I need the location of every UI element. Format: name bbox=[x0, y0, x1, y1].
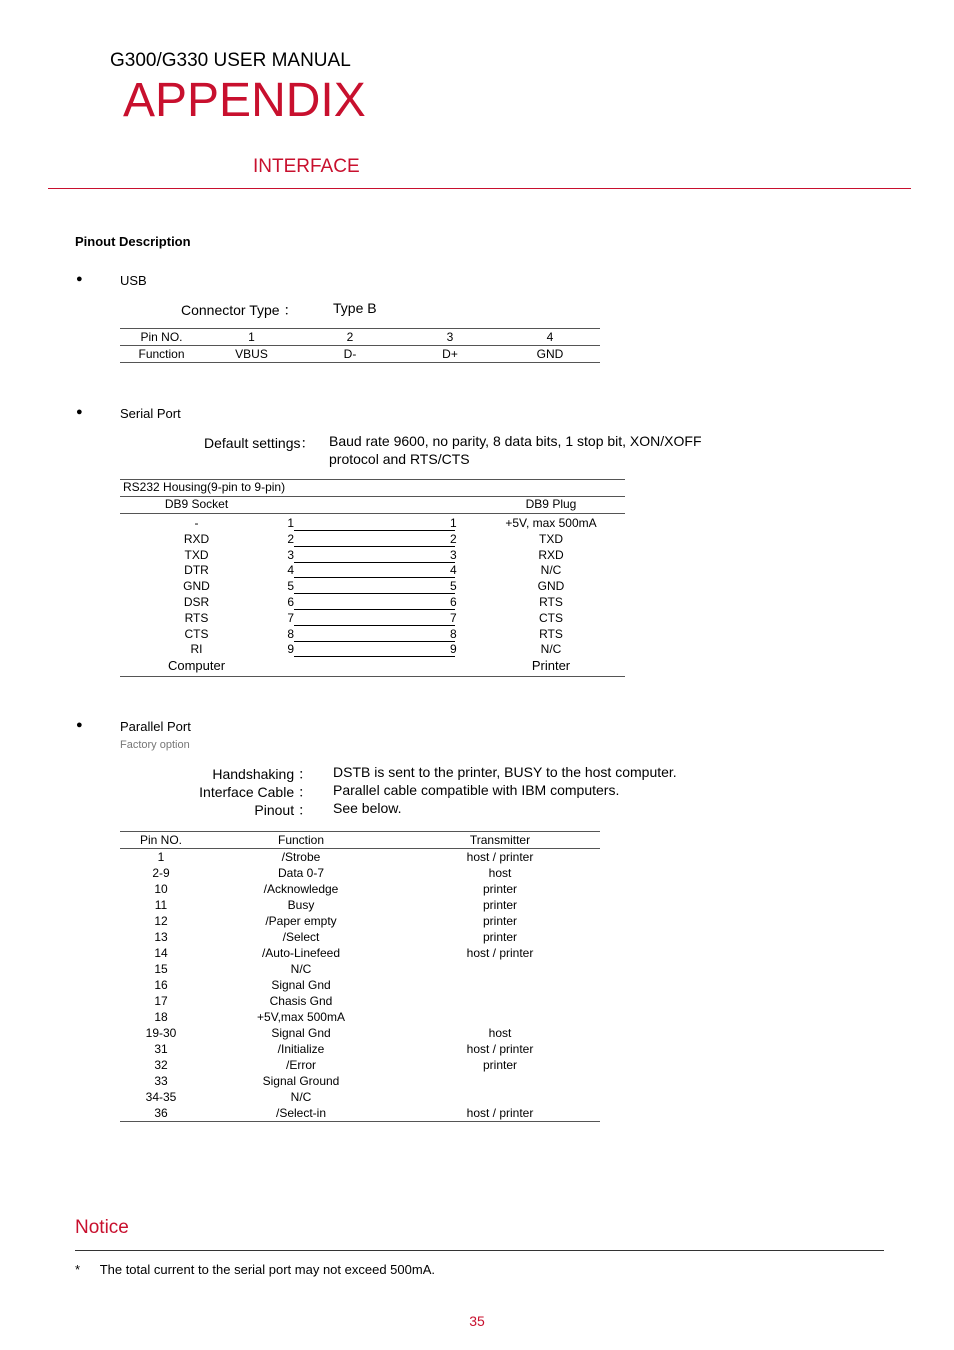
table-cell: 11 bbox=[154, 897, 168, 912]
table-cell: D+ bbox=[442, 346, 458, 361]
bullet-dot-icon: ● bbox=[76, 719, 83, 731]
table-cell: 33 bbox=[154, 1073, 168, 1088]
serial-plug-signal: N/C bbox=[540, 563, 562, 578]
serial-table-header bbox=[120, 496, 625, 514]
serial-socket-pin: 8 bbox=[287, 626, 294, 641]
table-row bbox=[120, 881, 600, 897]
header-divider bbox=[48, 188, 911, 189]
table-cell: Data 0-7 bbox=[277, 865, 325, 880]
table-cell: Busy bbox=[287, 897, 315, 912]
page-number: 35 bbox=[469, 1313, 485, 1329]
table-cell: 3 bbox=[446, 329, 454, 344]
parallel-label: Parallel Port bbox=[120, 719, 191, 734]
table-cell bbox=[400, 977, 600, 993]
table-cell: host / printer bbox=[466, 1041, 534, 1056]
table-row bbox=[120, 993, 600, 1009]
table-cell: printer bbox=[482, 929, 517, 944]
table-cell: 2 bbox=[346, 329, 354, 344]
db9-socket-header: DB9 Socket bbox=[164, 497, 229, 511]
table-cell: Signal Ground bbox=[262, 1073, 340, 1088]
pinout-label: Pinout ： bbox=[254, 802, 312, 818]
serial-plug-pin: 9 bbox=[450, 642, 457, 657]
serial-plug-pin: 4 bbox=[450, 563, 457, 578]
notice-title: Notice bbox=[75, 1217, 129, 1238]
interface-cable-label: Interface Cable ： bbox=[199, 784, 312, 800]
table-header-row bbox=[120, 832, 600, 849]
table-cell: /Auto-Linefeed bbox=[261, 945, 341, 960]
serial-socket-pin: 5 bbox=[287, 579, 294, 594]
serial-socket-signal: CTS bbox=[184, 626, 209, 641]
table-cell: 1 bbox=[248, 329, 255, 344]
table-row bbox=[120, 1041, 600, 1057]
serial-plug-pin: 5 bbox=[450, 579, 457, 594]
table-row bbox=[120, 346, 600, 363]
serial-socket-signal: RTS bbox=[184, 610, 209, 625]
factory-option-note: Factory option bbox=[120, 739, 190, 751]
table-cell: Function bbox=[277, 832, 325, 847]
notice-text: The total current to the serial port may not exceed 500mA. bbox=[99, 1262, 435, 1277]
serial-socket-pin: 6 bbox=[287, 595, 294, 609]
table-row bbox=[120, 961, 600, 977]
table-cell: 4 bbox=[546, 329, 554, 344]
table-header-row bbox=[120, 329, 600, 346]
serial-settings-value: Baud rate 9600, no parity, 8 data bits, 1 stop bit, XON/XOFF protocol and RTS/CTS bbox=[329, 433, 702, 467]
table-cell: host bbox=[488, 865, 512, 880]
section-title: INTERFACE bbox=[253, 156, 360, 177]
table-cell: 31 bbox=[154, 1041, 168, 1056]
table-row bbox=[120, 945, 600, 961]
table-cell: 13 bbox=[154, 929, 168, 944]
handshaking-value: DSTB is sent to the printer, BUSY to the host computer. bbox=[333, 764, 677, 780]
table-row bbox=[120, 1105, 600, 1122]
serial-plug-signal: CTS bbox=[539, 610, 563, 625]
table-cell: printer bbox=[482, 1057, 517, 1072]
serial-socket-signal: DTR bbox=[184, 563, 209, 578]
serial-wire-line bbox=[294, 609, 455, 610]
table-cell: D- bbox=[343, 346, 357, 361]
usb-connector-value: Type B bbox=[333, 300, 377, 316]
table-cell: printer bbox=[482, 897, 517, 912]
serial-socket-pin: 9 bbox=[287, 642, 294, 657]
bullet-dot-icon: ● bbox=[76, 406, 83, 418]
serial-socket-signal: RXD bbox=[183, 531, 210, 546]
table-row bbox=[120, 849, 600, 866]
table-cell: Chasis Gnd bbox=[269, 993, 333, 1008]
serial-socket-pin: 3 bbox=[287, 547, 294, 562]
serial-plug-pin: 7 bbox=[450, 610, 457, 625]
table-cell: N/C bbox=[290, 961, 312, 976]
serial-plug-signal: TXD bbox=[539, 531, 563, 546]
table-row bbox=[120, 929, 600, 945]
table-row bbox=[120, 913, 600, 929]
table-cell bbox=[400, 1089, 600, 1105]
serial-socket-signal: RI bbox=[190, 642, 203, 657]
table-cell: N/C bbox=[290, 1089, 312, 1104]
usb-label: USB bbox=[120, 273, 147, 288]
serial-plug-signal: RTS bbox=[539, 626, 563, 641]
table-cell: 17 bbox=[154, 993, 168, 1008]
table-cell: 18 bbox=[154, 1009, 168, 1024]
table-cell: 36 bbox=[154, 1105, 168, 1120]
pinout-heading: Pinout Description bbox=[75, 234, 191, 249]
serial-plug-pin: 6 bbox=[450, 595, 457, 609]
serial-socket-pin: 1 bbox=[287, 516, 294, 530]
table-row bbox=[120, 1057, 600, 1073]
serial-footer-printer: Printer bbox=[531, 658, 571, 674]
bullet-dot-icon: ● bbox=[76, 273, 83, 285]
table-cell: Signal Gnd bbox=[271, 977, 331, 992]
serial-socket-signal: DSR bbox=[183, 595, 210, 609]
table-row bbox=[120, 1009, 600, 1025]
handshaking-label: Handshaking ： bbox=[212, 766, 312, 782]
serial-plug-signal: +5V, max 500mA bbox=[505, 516, 597, 530]
table-cell: 34-35 bbox=[145, 1089, 177, 1104]
manual-title: G300/G330 USER MANUAL bbox=[110, 50, 351, 71]
serial-socket-pin: 4 bbox=[287, 563, 294, 578]
table-cell: Pin NO. bbox=[139, 832, 182, 847]
table-cell: 1 bbox=[157, 849, 165, 864]
table-cell: /Strobe bbox=[281, 849, 321, 864]
table-cell: 10 bbox=[154, 881, 168, 896]
table-cell: /Initialize bbox=[277, 1041, 325, 1056]
table-cell: Transmitter bbox=[469, 832, 531, 847]
table-cell: /Select-in bbox=[275, 1105, 327, 1120]
table-cell: 15 bbox=[154, 961, 168, 976]
table-cell: 32 bbox=[154, 1057, 168, 1072]
serial-plug-signal: RXD bbox=[538, 547, 564, 562]
table-cell: printer bbox=[482, 881, 517, 896]
table-cell: /Select bbox=[282, 929, 320, 944]
interface-cable-value: Parallel cable compatible with IBM computers. bbox=[333, 782, 620, 798]
serial-bullet bbox=[76, 406, 181, 421]
serial-socket-signal: - bbox=[194, 516, 199, 530]
db9-plug-header: DB9 Plug bbox=[525, 497, 577, 511]
serial-wire-line bbox=[294, 656, 455, 657]
pinout-value: See below. bbox=[333, 800, 402, 816]
usb-pin-table bbox=[120, 328, 600, 363]
table-row bbox=[120, 865, 600, 881]
table-row bbox=[120, 977, 600, 993]
table-cell bbox=[400, 961, 600, 977]
serial-label: Serial Port bbox=[120, 406, 181, 421]
serial-wire-line bbox=[294, 593, 455, 594]
notice-marker: * bbox=[75, 1262, 81, 1277]
table-cell: host / printer bbox=[466, 849, 534, 864]
usb-bullet bbox=[76, 273, 147, 288]
serial-plug-pin: 1 bbox=[450, 516, 457, 530]
table-row bbox=[120, 1089, 600, 1105]
table-cell: Pin NO. bbox=[140, 329, 183, 344]
serial-socket-signal: TXD bbox=[184, 547, 209, 562]
notice-divider bbox=[75, 1250, 884, 1251]
table-row bbox=[120, 897, 600, 913]
table-cell bbox=[400, 993, 600, 1009]
serial-table-title: RS232 Housing(9-pin to 9-pin) bbox=[120, 479, 625, 496]
table-cell: host bbox=[488, 1025, 512, 1040]
serial-wire-line bbox=[294, 625, 455, 626]
serial-wiring-table bbox=[120, 479, 625, 677]
table-cell: 19-30 bbox=[145, 1025, 177, 1040]
serial-wire-line bbox=[294, 641, 455, 642]
serial-plug-signal: GND bbox=[537, 579, 565, 594]
table-cell: printer bbox=[482, 913, 517, 928]
usb-connector-label: Connector Type ： bbox=[181, 302, 298, 318]
table-cell: /Error bbox=[286, 1057, 316, 1072]
serial-wire-line bbox=[294, 577, 455, 578]
table-cell: /Paper empty bbox=[265, 913, 337, 928]
appendix-title: APPENDIX bbox=[123, 74, 366, 127]
serial-rows bbox=[120, 514, 625, 677]
serial-plug-pin: 8 bbox=[450, 626, 457, 641]
table-cell: 14 bbox=[154, 945, 168, 960]
serial-plug-signal: N/C bbox=[540, 642, 562, 657]
table-cell: VBUS bbox=[235, 346, 268, 361]
table-cell: 16 bbox=[154, 977, 168, 992]
serial-plug-pin: 2 bbox=[450, 531, 457, 546]
serial-plug-signal: RTS bbox=[539, 595, 563, 609]
table-cell: GND bbox=[536, 346, 564, 361]
table-cell: Function bbox=[138, 346, 185, 361]
table-cell: 2-9 bbox=[152, 865, 170, 880]
table-cell bbox=[400, 1009, 600, 1025]
table-row bbox=[120, 1025, 600, 1041]
table-cell: Signal Gnd bbox=[271, 1025, 331, 1040]
serial-wire-line bbox=[294, 546, 455, 547]
serial-plug-pin: 3 bbox=[450, 547, 457, 562]
serial-wire-line bbox=[294, 562, 455, 563]
serial-socket-pin: 7 bbox=[287, 610, 294, 625]
table-cell: /Acknowledge bbox=[263, 881, 339, 896]
serial-settings-label: Default settings： bbox=[204, 435, 315, 451]
parallel-pin-table bbox=[120, 831, 600, 1122]
table-cell: host / printer bbox=[466, 1105, 534, 1120]
notice-item bbox=[75, 1262, 435, 1277]
parallel-bullet bbox=[76, 719, 191, 734]
serial-footer-computer: Computer bbox=[167, 658, 226, 674]
table-cell bbox=[400, 1073, 600, 1089]
serial-socket-pin: 2 bbox=[287, 531, 294, 546]
table-cell: 12 bbox=[154, 913, 168, 928]
serial-socket-signal: GND bbox=[183, 579, 210, 594]
serial-wire-line bbox=[294, 530, 455, 531]
table-row bbox=[120, 1073, 600, 1089]
table-cell: host / printer bbox=[466, 945, 534, 960]
table-cell: +5V,max 500mA bbox=[257, 1009, 345, 1024]
